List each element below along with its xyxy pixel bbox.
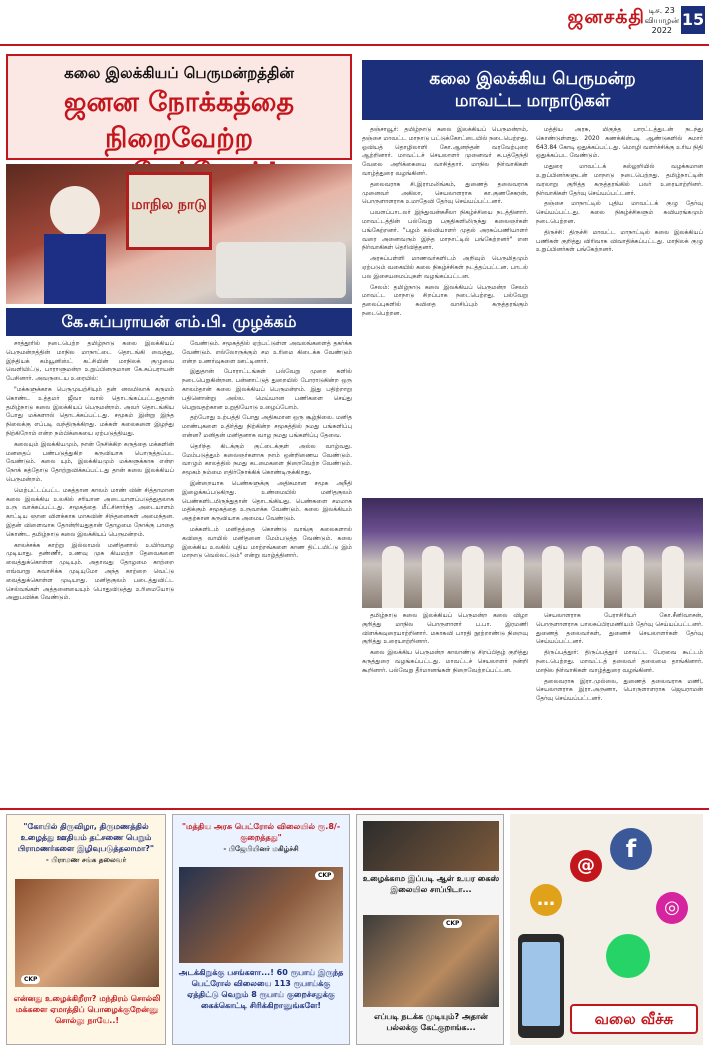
right-headline-box [362,60,703,120]
section-title: வலை வீச்சு [570,1004,698,1034]
meme-photo [15,879,159,987]
date-line: டிச. 23 [648,6,675,15]
paragraph: தமிழ்நாடு கலை இலக்கியப் பெருமன்ற கலை விழா குறித்து மாநில பொருளாளர் ப.பா. இரமணி விளக்கவுரையாற்றினார். மகாகவி பாரதி நூற்றாண்டு நிறைவு குறித்து உரையாற்றினார். [362,612,528,646]
facebook-icon: f [610,828,652,870]
ckp-badge: CKP [443,919,462,928]
meme-source: - பிராமண சங்க தலைவர் [45,856,127,864]
meme-source: - பிஜேபியினர் மகிழ்ச்சி [223,845,299,853]
right-column-1 [362,126,528,494]
person-figure [542,546,564,608]
right-column-3 [362,612,528,804]
paragraph: மதுரை மாவட்டக் கல்லூரியில் வழக்கமான உறுப்பினர்களுடன் மாநாடு நடைபெற்றது. தமிழ்நாட்டின் வரலாறு குறித்த கருத்தரங்கில் பலர் உரையாற்றினர். நிர்வாகிகள் தேர்வு செய்யப்பட்டனர். [536,163,703,197]
paragraph: தற்போது உற்பத்தி போது அதிகமான ஒரு சூழ்நிலை. மனித மாண்புகளை உதிர்த்து நிற்கின்ற சமூகத்தில் நமது பங்களிப்பு என்ன? மனிதன் மனிதனாக வாழ நமது பங்களிப்பு தேவை. [182,414,352,439]
person-figure [662,546,684,608]
audience-row [216,242,346,298]
paragraph: வேண்டும். சமூகத்தில் ஏற்பட்டுள்ள அவலங்களைத் தகர்க்க வேண்டும். எல்லோருக்கும் சம உரிமை கிடைக்க வேண்டும் என்ற உணர்வுகளை ஊட்டினார். [182,340,352,365]
district-meeting-photo [362,498,703,608]
stage-banner [126,172,212,250]
person-figure [382,546,404,608]
left-column-1 [6,340,174,804]
ckp-badge: CKP [315,871,334,880]
right-column-2 [536,126,703,494]
speaker-name-bar: கே.சுப்பராயன் எம்.பி. முழக்கம் [6,308,352,336]
social-media-section [510,814,703,1045]
paragraph: மக்களிடம் மனிதத்தை கொண்டு வாங்கு கலைகளால் கவிதை வாயில் மனிதனை மேம்படுத்த வேண்டும். கலை இலக்கிய உலகில் புதிய மாற்றங்களை காண திட்டமிட்டு இம் மாநாடு வெல்லட்டும்" என்று வாழ்த்தினார். [182,525,352,560]
smartphone-illustration [518,934,564,1038]
paragraph: மெற்பட்டப்பட்ட மகத்தான காலம் மாண் வின் சித்தாமான கலை இலக்கிய உலகில் சரியான அடையாளப்படுத்துதலாக உரு வாக்கப்பட்டது. சமூகத்தை மீட்சிசார்ந்த அடையாளம் காட்டிய ஞான விளக்காக மாசுவின் சிந்தனைகள் அமைந்தன. இதன் விளைவாக தோன்றியதுதான் தோழமை நோக்கு பாதை கொண்ட தமிழ்நாடு கலை இலக்கியப் பெருமன்றம். [6,486,174,538]
paragraph: தெரிந்த கிடக்கும் குட்டைக்குள் அல்ல வாழ்வது. மேம்படுத்தும் கலைஞர்களாக நாம் ஒன்றிணைய வேண்டும். வாழும் காலத்தில் நமது கடமைகளை நிறைவேற்ற வேண்டும். சமூகம் நம்மை எதிர்நோக்கிக் கொண்டிருக்கிறது. [182,442,352,477]
paragraph: திருப்பத்தூர்: திருப்பத்தூர் மாவட்ட பேரவை கூட்டம் நடைபெற்றது. மாவட்டத் தலைவர் தலைமை தாங்கினார். மாநில நிர்வாகிகள் வாழ்த்துரை வழங்கினர். [536,649,703,674]
left-kicker: கலை இலக்கியப் பெருமன்றத்தின் [64,64,294,82]
paragraph: கலை இலக்கிய பெருமன்ற காலாண்டு சிறப்பிதழ் குறித்து கருத்துரை வழங்கப்பட்டது. மாவட்டச் செயலாளர் நன்றி கூறினார். பல்வேறு தீர்மானங்கள் நிறைவேற்றப்பட்டன. [362,649,528,674]
paragraph: செயலாளராக பேராசிரியர் கோ.சீனிவாசன், பொருளாளராக பாலசுப்பிரமணியம் தேர்வு செய்யப்பட்டனர். துணைத் தலைவர்கள், துணைச் செயலாளர்கள் தேர்வு செய்யப்பட்டனர். [536,612,703,646]
meme-quote: உழைக்காம இப்படி ஆள் உயர கைஸ் இலையில சாப்பிடா... [362,874,500,894]
paragraph: அரசுப்பள்ளி மாணவர்களிடம் அறிவும் பெருமிதமும் ஏற்படும் வகையில் கலை நிகழ்ச்சிகள் நடத்தப்பட்டன. பாடல் பல இசையமைப்புகள் வழங்கப்பட்டன. [362,255,528,280]
person-figure [462,546,484,608]
meme-card-2 [172,814,350,1045]
meme-photo-bottom [363,915,499,1007]
masthead [0,0,709,46]
paragraph: பவளப்பாடலர் இந்துவன்சுசீலா நிகழ்ச்சியை நடத்தினார். மாவட்டத்தின் பல்வேறு பகுதிகளிலிருந்து கலைஞர்கள் பங்கேற்றனர். "பழம் கல்வியாளர் முதல் அரசுப்பணியாளர் வரை அனைவரும் இந்த மாநாட்டில் பங்கேற்றனர்" என நிர்வாகிகள் தெரிவித்தனர். [362,209,528,252]
instagram-icon: ◎ [656,892,688,924]
left-column-2 [182,340,352,804]
paragraph: சாத்தூரில் நடைபெற்ற தமிழ்நாடு கலை இலக்கியப் பெருமன்றத்தின் மாநில மாநாட்டை தொடங்கி வைத்து, இந்தியக் கம்யூனிஸ்ட் கட்சியின் மாநிலக் குழுவை வெளியிட்டு, பாராளுமன்ற உறுப்பினருமான கே.சுப்பராயன் பேசினார். அவருடைய உரையில்: [6,340,174,383]
chat-icon: … [530,884,562,916]
paragraph: காலச்சக்க காற்று இல்லாமல் மனிதனால் உயிர்வாழ முடியாது. தண்ணீர், உணவு முக கியமற்ற தேவைகளை வைத்துக்கொள்ள முடியும். அதாவது தோழமை காற்றை எவ்வாறு சுவாசிக்க முடியுமோ அந்த காற்றை வெட்டு வைத்துக்கொள்ள முடியாது. மனிதகுலம் படைத்துவிட்ட செல்வங்கள் அத்தனையையும் பொதுவிடுத்து உரிமையோடு அனுபவிக்க வேண்டும். [6,541,174,602]
meme-reply: அடக்கிறுக்கு பசங்களா...! 60 ரூபாய் இருந்த பெட்ரோல் விலையை 113 ரூபாய்க்கு ஏத்திட்டு வெறும் 8 ரூபாய் குறைச்சதுக்கு கைக்கொட்டி சிரிக்கிறானுங்களே! [178,968,344,1010]
paragraph: இதுதான் போராட்டங்கள் பல்வேறு முறை களில் நடைபெறுகின்றன. பன்னாட்டுத் துறையில் போராடுகின்ற ஒரு காலம்தான் கலை இலக்கியப் பெருமன்றம். இது பதிற்றாறு பதினொன்று அல்ல. மெய்யான பணிகளை செய்து பெறுவதற்கான உறுதியோடு உழைப்போம். [182,368,352,411]
paragraph: கலையும் இலக்கியமும், நான் நேசிக்கிற கருத்தை மக்களின் மனதைப் பண்படுத்துகிற கருவியாக பொருத்தப்பட வேண்டும். கலை யும், இலக்கியமும் மக்களுக்காக என்ற நோக் கத்தோடு தோற்றுவிக்கப்பட்டது தான் கலை இலக்கியப் பெருமன்றம். [6,440,174,483]
paragraph: இன்றையாக பெண்களுக்கு அதிகமான சமூக அநீதி இழைக்கப்படுகிறது. உண்மையில் மனிதகுலம் பெண்களிடமிருந்துதான் தொடங்கியது. பெண்களை சமமாக மதிக்கும் சமூகத்தை உருவாக்க வேண்டும். கலை இலக்கியம் அதற்கான கருவியாக அமைய வேண்டும். [182,479,352,523]
paragraph: தலைவராக சி.இராமலிங்கம், துணைத் தலைவராக முனைவர் அகிலா, செயலாளராக கா.குணசேகரன், பொருளாளராக உமாதேவி தேர்வு செய்யப்பட்டனர். [362,180,528,206]
meme-card-3 [356,814,504,1045]
person-figure [502,546,524,608]
ckp-badge: CKP [21,975,40,984]
right-column-4 [536,612,703,804]
meme-photo [179,867,343,963]
meme-photo-top [363,821,499,871]
right-headline-line2: மாவட்ட மாநாடுகள் [454,91,611,111]
person-figure [422,546,444,608]
person-figure [582,546,604,608]
email-icon: @ [570,850,602,882]
meme-reply: எப்படி நடக்க முடியும்? அதான் பல்லக்கு கேட்குறாங்க... [374,1012,488,1032]
meme-card-1 [6,814,166,1045]
left-headline-box [6,54,352,160]
paragraph: "மக்களுக்காக பெருமுயற்சியும் தன் னலமிலாக் கருமம் கொண்ட உத்தமர் ஜீவா வால் தொடங்கப்பட்டதுதான் தமிழ்நாடு கலை இலக்கியப் பெருமன்றம். அவர் தொடங்கிய போது மக்களால் தொடக்கப்பட்டது. சமூகம் இன்று இந்த நிலைக்கு எப்படி வந்திருக்கிறது. மக்கள் கலைகளை இழந்து நிற்கிறோம் என்ற நம்பிக்கையை ஏற்படுத்தியது. [6,385,174,437]
meme-quote: "மத்திய அரசு பெட்ரோல் விலையில் ரூ.8/- குறைத்தது" [181,822,341,842]
paragraph: மத்திய அரசு, மிகுந்த பாரட்டத்துடன் நடந்து கொண்டுள்ளது. 2020 கணக்கின்படி ஆண்டுகளில் சுமார் 643.84 கோடி ஒதுக்கப்பட்டது. மொழி வளர்ச்சிக்கு உரிய நிதி ஒதுக்கப்பட வேண்டும். [536,126,703,160]
meme-reply: என்னது உழைக்கிறீரா? மந்திரம் சொல்லி மக்களை ஏமாத்திப் பொழைக்குறேன்னு சொல்லு நாயே..! [13,994,161,1025]
stage-banner-text: மாநில நாடு [131,197,207,213]
newspaper-brand: ஜனசக்தி [567,6,645,28]
left-headline-line1: ஜனன நோக்கத்தை [63,87,295,118]
speaker-figure [50,186,100,236]
person-figure [622,546,644,608]
podium [44,234,106,304]
year-line: 2022 [651,26,672,35]
date-block [645,6,679,36]
left-headline-line2: நிறைவேற்ற [104,123,254,154]
conference-photo [6,164,352,304]
day-line: வியாழன் [644,16,679,25]
meme-quote: "கோயில் திருவிழா, திருமணத்தில் உழைத்து ஊதியம் தட்சணை பெறும் பிராமணர்களை இழிவுபடுத்தலாமா?" [17,822,155,853]
right-headline-line1: கலை இலக்கிய பெருமன்ற [429,69,636,89]
paragraph: சேலம்: தமிழ்நாடு கலை இலக்கியப் பெருமன்ற சேலம் மாவட்ட மாநாடு சிறப்பாக நடைபெற்றது. பல்வேறு தலைப்புகளில் கவிதை வாசிப்பும் கருத்தரங்கும் நடைபெற்றன. [362,283,528,317]
page-number: 15 [681,6,705,34]
whatsapp-icon [606,934,650,978]
paragraph: திருச்சி: திருச்சி மாவட்ட மாநாட்டில் கலை இலக்கியப் பணிகள் குறித்து விரிவாக விவாதிக்கப்பட்டது. மாநிலக் குழு உறுப்பினர்கள் பங்கேற்றனர். [536,228,703,254]
paragraph: தஞ்சை மாநாட்டில் புதிய மாவட்டக் குழு தேர்வு செய்யப்பட்டது. கலை நிகழ்ச்சிகளும் கவியரங்கமும் நடைபெற்றன. [536,200,703,225]
paragraph: தஞ்சாவூர்: தமிழ்நாடு கலை இலக்கியப் பெருமன்றம், தஞ்சை மாவட்ட மாநாடு பட்டுக்கோட்டையில் நடைபெற்றது. ஓவியத் தொழிலாளி கோ.ஆனந்தன் வரவேற்புரை ஆற்றினார். மாவட்டச் செயலாளர் முனைவர் சு.பத்தேந்தி வேலை அறிக்கையை வாசித்தார். மாநில நிர்வாகிகள் வாழ்த்துரை வழங்கினர். [362,126,528,177]
paragraph: தலைவராக இரா.முல்லை, துணைத் தலைவராக மணி, செயலாளராக இரா.அருணா, பொருளாளராக ஜெயராமன் தேர்வு செய்யப்பட்டனர். [536,677,703,703]
